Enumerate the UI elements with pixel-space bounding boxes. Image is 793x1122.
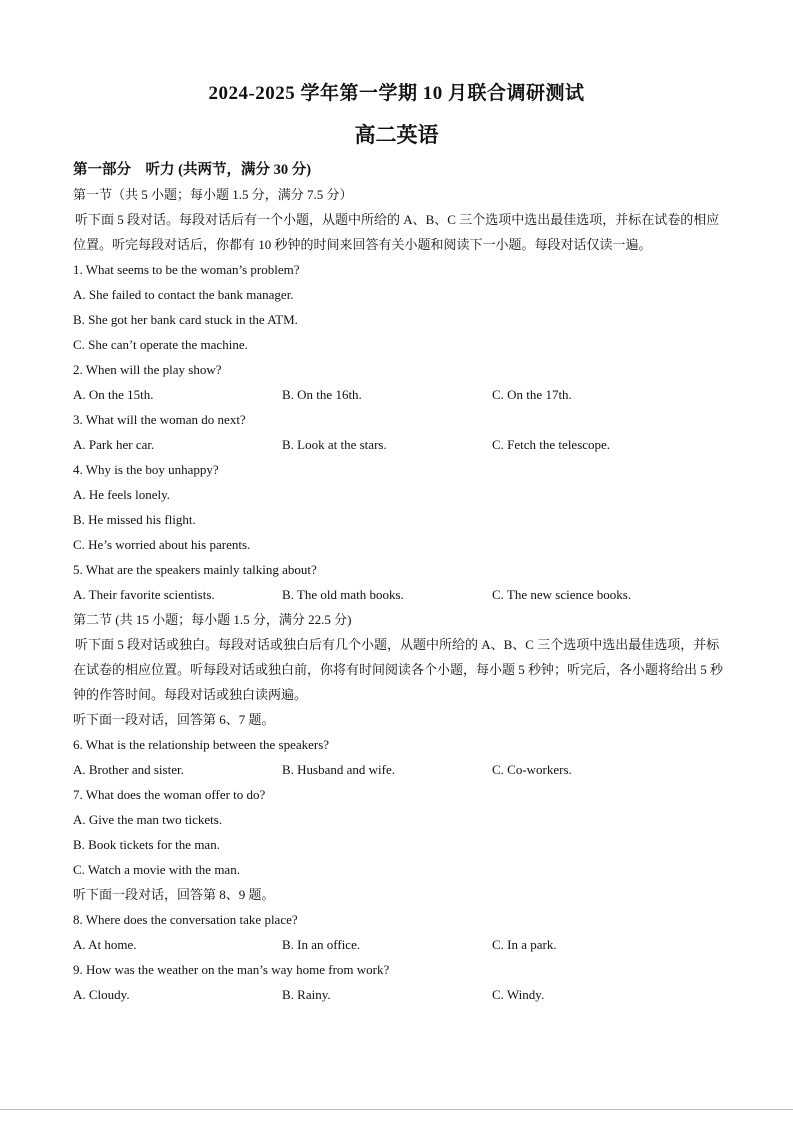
question-3-option-c: C. Fetch the telescope.: [492, 437, 611, 452]
section2-instructions: 听下面 5 段对话或独白。每段对话或独白后有几个小题，从题中所给的 A、B、C 三个选项中选出最佳选项，并标在试卷的相应位置。听每段对话或独白前，你将有时间阅读各个小题，每小题 5 秒钟；听完后，各小题将给出 5 秒钟的作答时间。每段对话或独白读两遍。: [73, 637, 724, 702]
question-2-options: [73, 382, 725, 407]
question-3-option-a: A. Park her car.: [73, 437, 155, 452]
question-2-option-c: C. On the 17th.: [492, 387, 572, 402]
question-1-option-a: A. She failed to contact the bank manager.: [73, 287, 294, 302]
part1-heading: 第一部分 听力 (共两节，满分 30 分): [73, 162, 312, 178]
question-2-option-a: A. On the 15th.: [73, 387, 154, 402]
question-1-stem: 1. What seems to be the woman’s problem?: [73, 262, 300, 277]
question-5-stem: 5. What are the speakers mainly talking about?: [73, 562, 317, 577]
question-7-option-b: B. Book tickets for the man.: [73, 837, 220, 852]
exam-subject: 高二英语: [354, 123, 439, 147]
question-4-option-a: A. He feels lonely.: [73, 487, 170, 502]
question-7-option-a: A. Give the man two tickets.: [73, 812, 223, 827]
question-7-stem: 7. What does the woman offer to do?: [73, 787, 266, 802]
question-8-options: [73, 932, 725, 957]
question-9-options: [73, 982, 725, 1007]
question-6-option-b: B. Husband and wife.: [282, 762, 396, 777]
section2-group2-note: 听下面一段对话，回答第 8、9 题。: [73, 887, 275, 902]
question-3-option-b: B. Look at the stars.: [282, 437, 387, 452]
question-6-option-c: C. Co-workers.: [492, 762, 572, 777]
question-9-option-c: C. Windy.: [492, 987, 545, 1002]
question-6-options: [73, 757, 725, 782]
question-1-option-b: B. She got her bank card stuck in the ATM.: [73, 312, 298, 327]
question-3-options: [73, 432, 725, 457]
question-1-option-c: C. She can’t operate the machine.: [73, 337, 248, 352]
question-4-option-b: B. He missed his flight.: [73, 512, 196, 527]
section2-group1-note: 听下面一段对话，回答第 6、7 题。: [73, 712, 275, 727]
question-8-option-a: A. At home.: [73, 937, 137, 952]
question-3-stem: 3. What will the woman do next?: [73, 412, 246, 427]
question-5-options: [73, 582, 725, 607]
question-6-option-a: A. Brother and sister.: [73, 762, 184, 777]
question-4-stem: 4. Why is the boy unhappy?: [73, 462, 219, 477]
question-5-option-b: B. The old math books.: [282, 587, 404, 602]
question-7-option-c: C. Watch a movie with the man.: [73, 862, 240, 877]
question-9-stem: 9. How was the weather on the man’s way home from work?: [73, 962, 390, 977]
question-2-option-b: B. On the 16th.: [282, 387, 362, 402]
question-6-stem: 6. What is the relationship between the speakers?: [73, 737, 330, 752]
question-5-option-a: A. Their favorite scientists.: [73, 587, 215, 602]
question-2-stem: 2. When will the play show?: [73, 362, 222, 377]
section2-heading: 第二节 (共 15 小题；每小题 1.5 分，满分 22.5 分): [73, 612, 352, 627]
question-8-stem: 8. Where does the conversation take place?: [73, 912, 298, 927]
exam-title: 2024-2025 学年第一学期 10 月联合调研测试: [208, 83, 585, 104]
question-9-option-a: A. Cloudy.: [73, 987, 130, 1002]
question-8-option-b: B. In an office.: [282, 937, 361, 952]
exam-content: [73, 158, 725, 1007]
section1-heading: 第一节（共 5 小题；每小题 1.5 分，满分 7.5 分）: [73, 187, 353, 202]
section1-instructions: 听下面 5 段对话。每段对话后有一个小题，从题中所给的 A、B、C 三个选项中选出最佳选项，并标在试卷的相应位置。听完每段对话后，你都有 10 秒钟的时间来回答有关小题和阅读下一小题。每段对话仅读一遍。: [73, 212, 720, 252]
question-8-option-c: C. In a park.: [492, 937, 557, 952]
page-bottom-divider: [0, 1109, 793, 1110]
question-5-option-c: C. The new science books.: [492, 587, 632, 602]
question-4-option-c: C. He’s worried about his parents.: [73, 537, 251, 552]
question-9-option-b: B. Rainy.: [282, 987, 331, 1002]
